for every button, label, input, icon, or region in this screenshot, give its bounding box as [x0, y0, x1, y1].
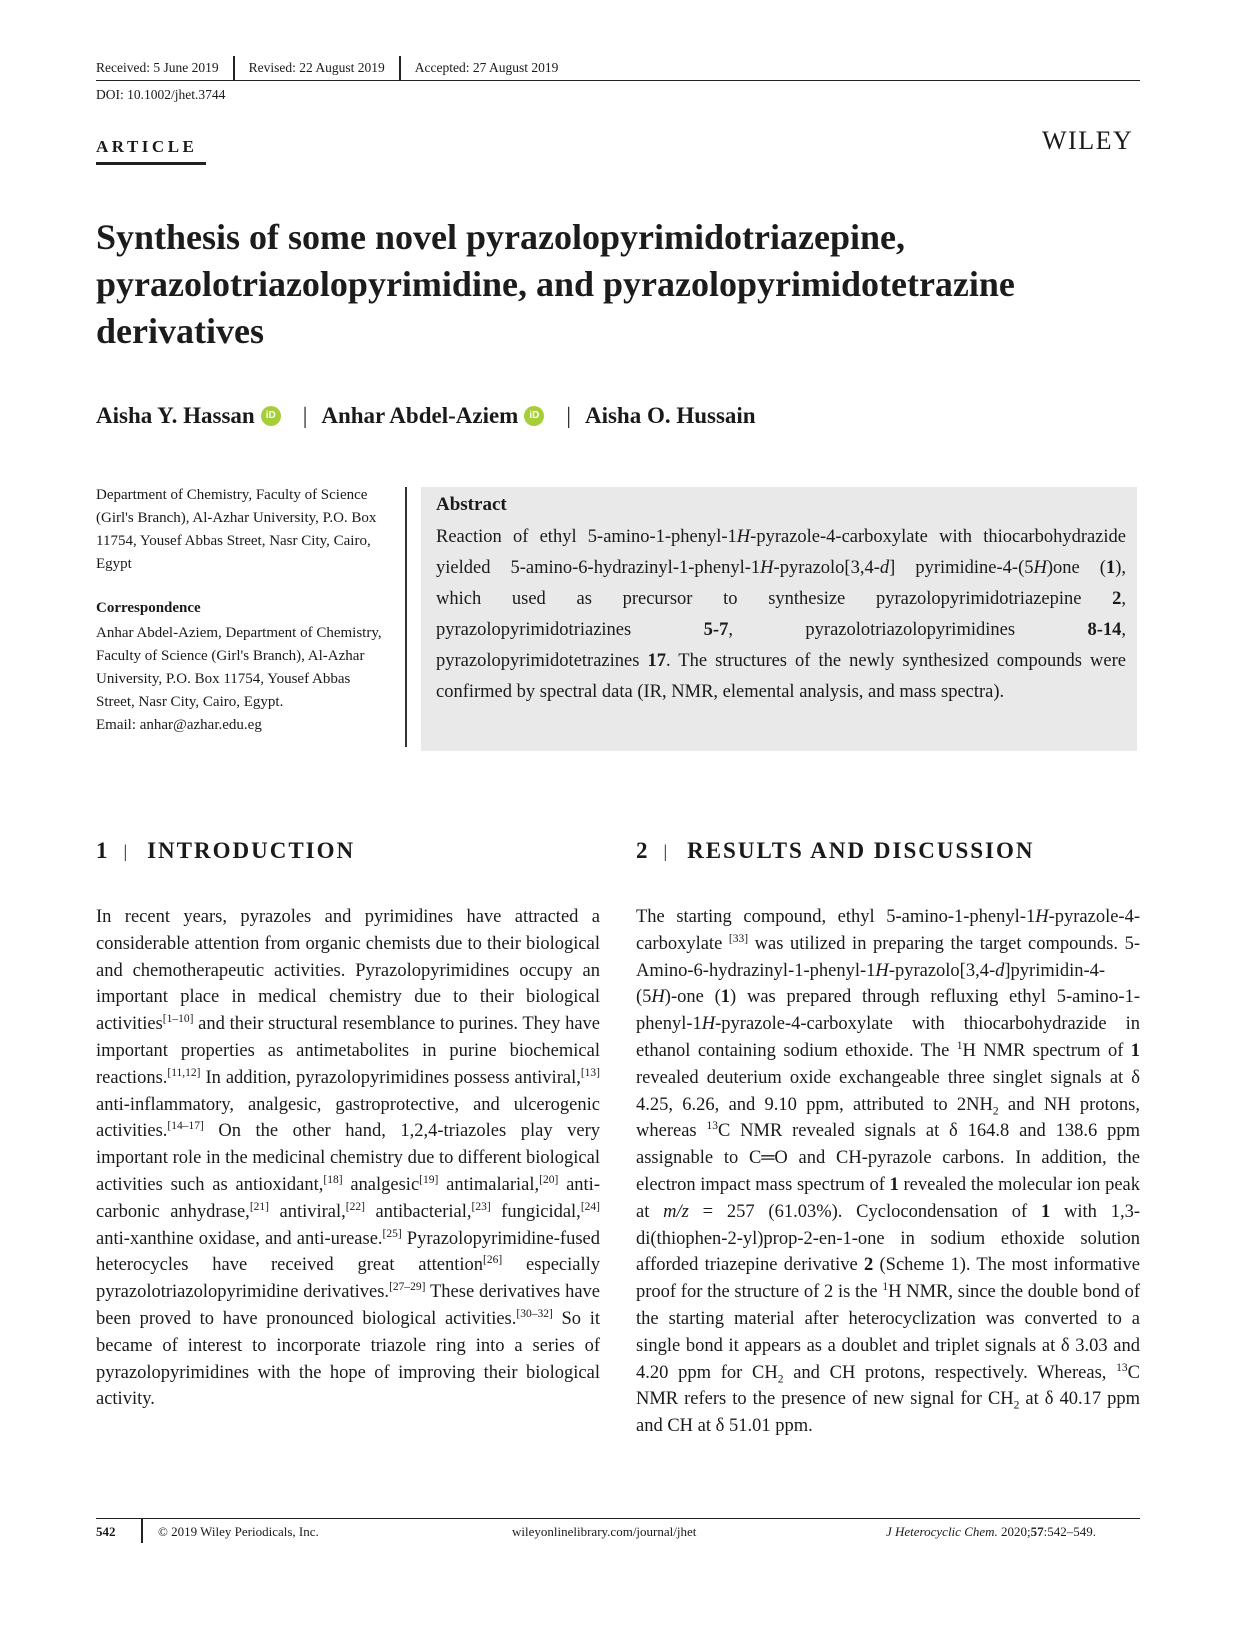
article-type-underline — [96, 162, 206, 165]
section-number: 1 — [96, 838, 110, 863]
section-separator: | — [663, 840, 670, 861]
received-date: Received: 5 June 2019 — [96, 60, 219, 75]
page-number: 542 — [96, 1524, 116, 1539]
publisher-logo: WILEY — [1042, 126, 1134, 155]
author-separator: | — [302, 403, 308, 428]
section-title: RESULTS AND DISCUSSION — [687, 838, 1035, 863]
date-divider — [399, 56, 401, 80]
introduction-heading — [96, 838, 355, 864]
paper-title: Synthesis of some novel pyrazolopyrimidotriazepine, pyrazolotriazolopyrimidine, and pyrazolopyrimidotetrazine derivatives — [96, 217, 1015, 351]
header-rule — [96, 80, 1140, 81]
author-name[interactable]: Aisha O. Hussain — [584, 403, 756, 428]
journal-name: J Heterocyclic Chem. — [886, 1524, 998, 1539]
volume: 57 — [1030, 1524, 1044, 1539]
affiliation: Department of Chemistry, Faculty of Science (Girl's Branch), Al-Azhar University, P.O. Box 11754, Yousef Abbas Street, Nasr City, Cairo, Egypt — [96, 487, 377, 572]
results-text: The starting compound, ethyl 5-amino-1-phenyl-1H-pyrazole-4-carboxylate [33] was utilized in preparing the target compounds. 5-Amino-6-hydrazinyl-1-phenyl-1H-pyrazolo[3,4-d]pyrimidin-4-(5H)-one (1) was prepared through refluxing ethyl 5-amino-1-phenyl-1H-pyrazole-4-carboxylate with thiocarbohydrazide in ethanol containing sodium ethoxide. The $^1$H NMR spectrum of 1 revealed deuterium oxide exchangeable three singlet signals at δ 4.25, 6.26, and 9.10 ppm, attributed to $2NH_2$ and NH protons, whereas $^{13}$C NMR revealed signals at δ 164.8 and 138.6 ppm assignable to C═O and CH-pyrazole carbons. In addition, the electron impact mass spectrum of 1 revealed the molecular ion peak at m/z = 257 (61.03%). Cyclocondensation of 1 with 1,3-di(thiophen-2-yl)prop-2-en-1-one in sodium ethoxide solution afforded triazepine derivative 2 (Scheme 1). The most informative proof for the structure of 2 is the $^1$H NMR, since the double bond of the starting material after heterocyclization was converted to a single bond it appears as a doublet and triplet signals at δ 3.03 and 4.20 ppm for $CH_2$ and CH protons, respectively. Whereas, $^{13}$C NMR refers to the presence of new signal for $CH_2$ at δ 40.17 ppm and CH at δ 51.01 ppm. — [636, 907, 1140, 1437]
article-dates — [96, 56, 558, 80]
abstract-text: Reaction of ethyl 5-amino-1-phenyl-1H-pyrazole-4-carboxylate with thiocarbohydrazide yielded 5-amino-6-hydrazinyl-1-phenyl-1H-pyrazolo[3,4-d] pyrimidine-4-(5H)one (1), which used as precursor to synthesize pyrazolopyrimidotriazepine 2, pyrazolopyrimidotriazines 5-7, pyrazolotriazolopyrimidines 8-14, pyrazolopyrimidotetrazines 17. The structures of the newly synthesized compounds were confirmed by spectral data (IR, NMR, elemental analysis, and mass spectra). — [436, 527, 1127, 702]
journal-url[interactable]: wileyonlinelibrary.com/journal/jhet — [512, 1524, 697, 1539]
orcid-icon[interactable]: iD — [524, 406, 544, 426]
author-name[interactable]: Anhar Abdel-Aziem — [321, 403, 519, 428]
revised-date: Revised: 22 August 2019 — [248, 60, 385, 75]
accepted-date: Accepted: 27 August 2019 — [414, 60, 559, 75]
section-title: INTRODUCTION — [147, 838, 356, 863]
copyright: © 2019 Wiley Periodicals, Inc. — [158, 1524, 319, 1539]
author-name[interactable]: Aisha Y. Hassan — [96, 403, 255, 428]
section-separator: | — [123, 840, 130, 861]
citation: J Heterocyclic Chem. 2020;57:542–549. — [886, 1524, 1097, 1539]
article-type-label: ARTICLE — [96, 137, 198, 156]
abstract-heading: Abstract — [436, 494, 507, 515]
correspondence — [96, 622, 386, 737]
column-divider — [405, 487, 407, 747]
section-number: 2 — [636, 838, 650, 863]
correspondence-address: Anhar Abdel-Aziem, Department of Chemistry, Faculty of Science (Girl's Branch), Al-Azhar University, P.O. Box 11754, Yousef Abbas Street, Nasr City, Cairo, Egypt. — [96, 625, 382, 710]
footer-rule — [96, 1518, 1140, 1519]
author-list — [96, 403, 756, 429]
orcid-icon[interactable]: iD — [261, 406, 281, 426]
correspondence-email[interactable]: Email: anhar@azhar.edu.eg — [96, 717, 262, 733]
results-heading — [636, 838, 1035, 864]
footer-divider — [141, 1519, 143, 1543]
doi[interactable]: DOI: 10.1002/jhet.3744 — [96, 87, 226, 102]
correspondence-heading: Correspondence — [96, 600, 201, 616]
introduction-text: In recent years, pyrazoles and pyrimidines have attracted a considerable attention from organic chemists due to their biological and chemotherapeutic activities. Pyrazolopyrimidines occupy an important place in medical chemistry due to their biological activities[1–10] and their structural resemblance to purines. They have important properties as antimetabolites in purine biochemical reactions.[11,12] In addition, pyrazolopyrimidines possess antiviral,[13] anti-inflammatory, analgesic, gastroprotective, and ulcerogenic activities.[14–17] On the other hand, 1,2,4-triazoles play very important role in the medicinal chemistry due to different biological activities such as antioxidant,[18] analgesic[19] antimalarial,[20] anti-carbonic anhydrase,[21] antiviral,[22] antibacterial,[23] fungicidal,[24] anti-xanthine oxidase, and anti-urease.[25] Pyrazolopyrimidine-fused heterocycles have received great attention[26] especially pyrazolotriazolopyrimidine derivatives.[27–29] These derivatives have been proved to have pronounced biological activities.[30–32] So it became of interest to incorporate triazole ring into a series of pyrazolopyrimidines with the hope of improving their biological activity. — [96, 907, 600, 1410]
date-divider — [233, 56, 235, 80]
author-separator: | — [566, 403, 571, 428]
